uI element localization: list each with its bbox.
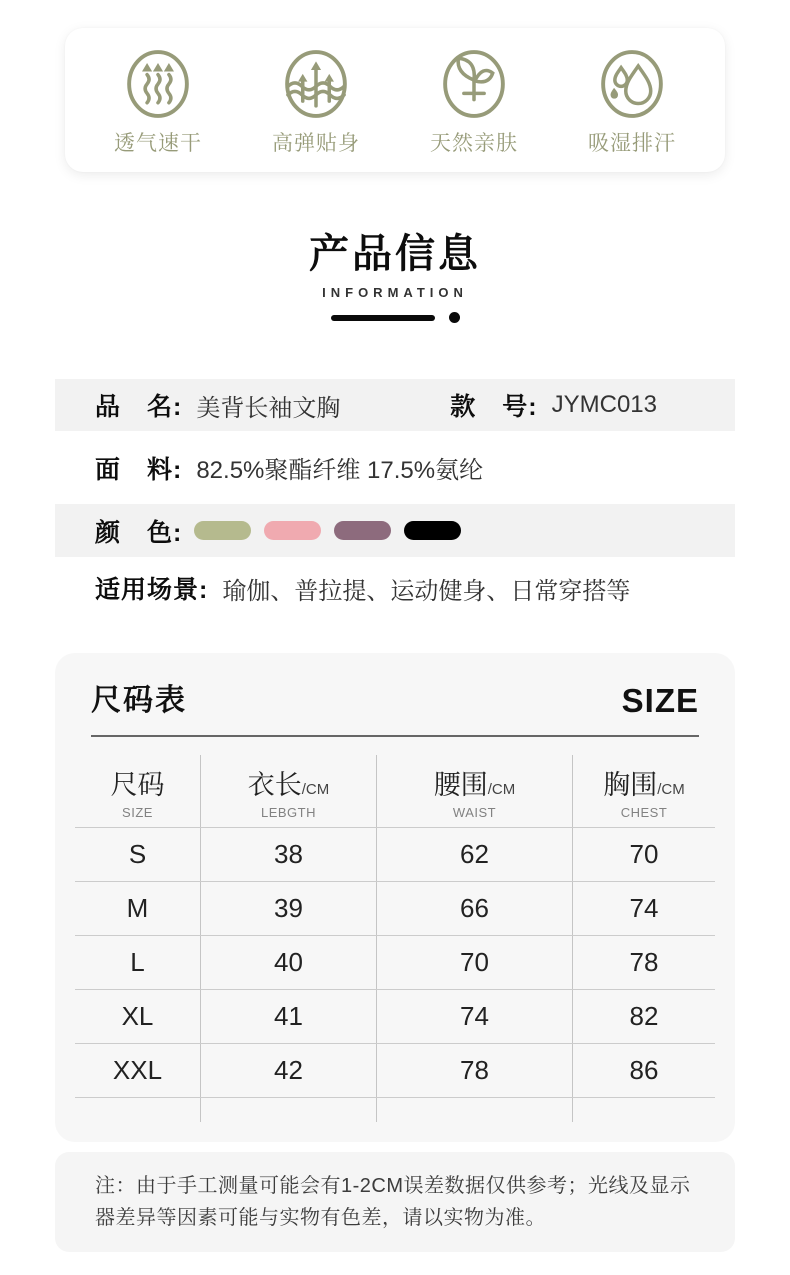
page-subtitle: INFORMATION [322, 285, 468, 300]
size-cell: 40 [201, 936, 377, 989]
color-swatch [264, 521, 321, 540]
size-cell: 41 [201, 990, 377, 1043]
size-cell: 74 [629, 893, 659, 923]
size-cell: 78 [629, 947, 659, 977]
size-cell: 42 [201, 1044, 377, 1097]
row-fabric [55, 431, 735, 504]
size-cell: L [75, 936, 201, 989]
feature-elastic [272, 43, 360, 157]
size-chart-divider [91, 735, 699, 737]
product-info [0, 379, 790, 619]
size-table-row [75, 1043, 715, 1097]
feature-label: 吸湿排汗 [588, 132, 676, 155]
scene-value: 瑜伽、普拉提、运动健身、日常穿搭等 [222, 577, 631, 605]
size-cell-empty [75, 1098, 201, 1122]
note-text: 注：由于手工测量可能会有1-2CM误差数据仅供参考；光线及显示器差异等因素可能与实物有色差，请以实物为准。 [95, 1175, 691, 1229]
size-table-header-row [75, 755, 715, 827]
size-table-row [75, 935, 715, 989]
feature-label: 透气速干 [114, 132, 202, 155]
size-table-row [75, 827, 715, 881]
size-cell-empty [573, 1098, 715, 1122]
feature-banner [65, 28, 725, 172]
moisture-wicking-icon [593, 43, 671, 125]
color-label: 颜 色: [95, 518, 183, 547]
size-column-header: 尺码 SIZE [75, 755, 201, 827]
size-table-body [75, 827, 715, 1122]
title-underline [0, 312, 790, 323]
size-chart-header [75, 681, 715, 721]
size-cell-empty [201, 1098, 377, 1122]
high-elastic-fit-icon [277, 43, 355, 125]
size-cell: XXL [75, 1044, 201, 1097]
scene-label: 适用场景: [95, 576, 209, 604]
breathable-quickdry-icon [119, 43, 197, 125]
color-swatch [334, 521, 391, 540]
size-chart-title-en: SIZE [621, 682, 699, 719]
natural-skin-friendly-icon [435, 43, 513, 125]
size-cell: XL [75, 990, 201, 1043]
size-column-header: 胸围/CM CHEST [603, 769, 685, 820]
size-cell: S [75, 828, 201, 881]
size-cell-empty [377, 1098, 573, 1122]
row-scenes [55, 557, 735, 619]
size-cell: M [75, 882, 201, 935]
size-table-row [75, 989, 715, 1043]
feature-breathable [114, 43, 202, 157]
name-label: 品 名: [95, 393, 183, 421]
size-cell: 70 [629, 839, 659, 869]
size-cell: 70 [377, 936, 573, 989]
fabric-value: 82.5%聚酯纤维 17.5%氨纶 [196, 457, 484, 484]
model-label: 款 号: [450, 393, 538, 421]
fabric-label: 面 料: [95, 455, 183, 484]
underline-dot [449, 312, 460, 323]
size-chart-title: 尺码表 [91, 684, 187, 717]
feature-wicking [588, 43, 676, 157]
model-value: JYMC013 [551, 391, 657, 418]
name-value: 美背长袖文胸 [196, 394, 341, 422]
row-colors [55, 504, 735, 557]
size-cell: 66 [377, 882, 573, 935]
size-chart-card [55, 653, 735, 1142]
feature-label: 天然亲肤 [430, 132, 518, 155]
size-table-tail-row [75, 1097, 715, 1122]
color-swatch [404, 521, 461, 540]
feature-natural [430, 43, 518, 157]
size-cell: 74 [377, 990, 573, 1043]
size-column-header: 腰围/CM WAIST [377, 755, 573, 827]
size-cell: 82 [629, 1001, 659, 1031]
size-cell: 86 [629, 1055, 659, 1085]
size-column-header: 衣长/CM LEBGTH [201, 755, 377, 827]
info-header [0, 232, 790, 323]
feature-label: 高弹贴身 [272, 132, 360, 155]
color-swatches [194, 521, 474, 540]
size-cell: 38 [201, 828, 377, 881]
size-table [75, 755, 715, 1122]
size-cell: 39 [201, 882, 377, 935]
note-card [55, 1152, 735, 1252]
color-swatch [194, 521, 251, 540]
page-title: 产品信息 [309, 232, 481, 276]
underline-bar [331, 315, 435, 321]
row-name-model [55, 379, 735, 431]
size-cell: 78 [377, 1044, 573, 1097]
size-table-row [75, 881, 715, 935]
size-cell: 62 [377, 828, 573, 881]
